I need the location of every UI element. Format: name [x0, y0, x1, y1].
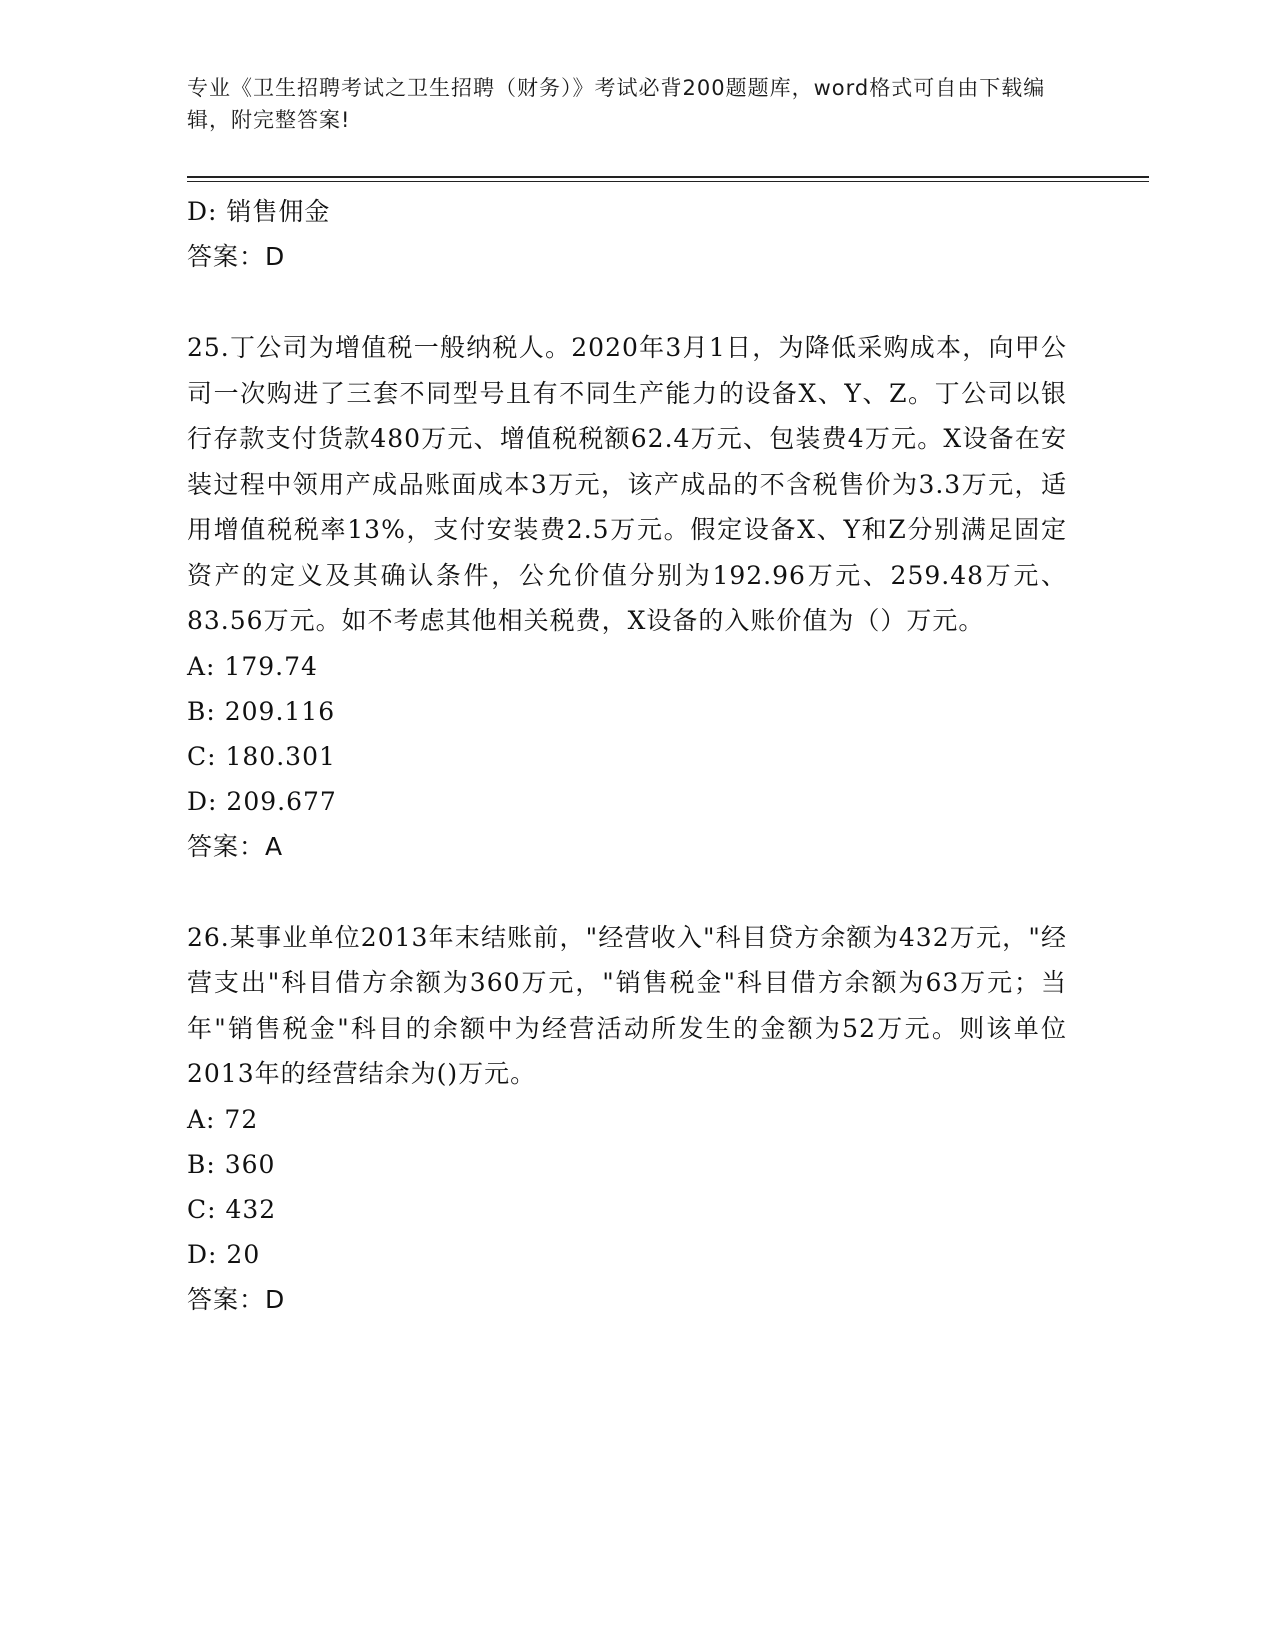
spacer — [187, 279, 1067, 325]
question-25 — [187, 325, 1067, 869]
header-divider-thin — [187, 181, 1149, 182]
option-a: A: 72 — [187, 1104, 259, 1134]
option-b: B: 360 — [187, 1149, 276, 1179]
header-divider-thick — [187, 176, 1149, 178]
question-answer: 答案：A — [187, 831, 284, 861]
option-d: D: 20 — [187, 1239, 261, 1269]
spacer — [187, 869, 1067, 915]
document-header: 专业《卫生招聘考试之卫生招聘（财务）》考试必背200题题库，word格式可自由下载编辑，附完整答案! — [187, 76, 1046, 132]
option-a: A: 179.74 — [187, 651, 318, 681]
question-answer: 答案：D — [187, 1284, 286, 1314]
prev-question-answer: 答案：D — [187, 242, 286, 271]
question-stem: 26.某事业单位2013年末结账前，"经营收入"科目贷方余额为432万元，"经营支出"科目借方余额为360万元，"销售税金"科目借方余额为63万元；当年"销售税金"科目的余额中为经营活动所发生的金额为52万元。则该单位2013年的经营结余为()万元。 — [187, 922, 1067, 1088]
option-b: B: 209.116 — [187, 696, 336, 726]
option-c: C: 180.301 — [187, 741, 336, 771]
question-stem: 25.丁公司为增值税一般纳税人。2020年3月1日，为降低采购成本，向甲公司一次购进了三套不同型号且有不同生产能力的设备X、Y、Z。丁公司以银行存款支付货款480万元、增值税税额62.4万元、包装费4万元。X设备在安装过程中领用产成品账面成本3万元，该产成品的不含税售价为3.3万元，适用增值税税率13%，支付安装费2.5万元。假定设备X、Y和Z分别满足固定资产的定义及其确认条件，公允价值分别为192.96万元、259.48万元、83.56万元。如不考虑其他相关税费，X设备的入账价值为（）万元。 — [187, 333, 1067, 635]
prev-question-option-d: D: 销售佣金 — [187, 197, 331, 226]
question-content — [187, 189, 1067, 1322]
question-26 — [187, 915, 1067, 1322]
option-c: C: 432 — [187, 1194, 277, 1224]
option-d: D: 209.677 — [187, 786, 337, 816]
